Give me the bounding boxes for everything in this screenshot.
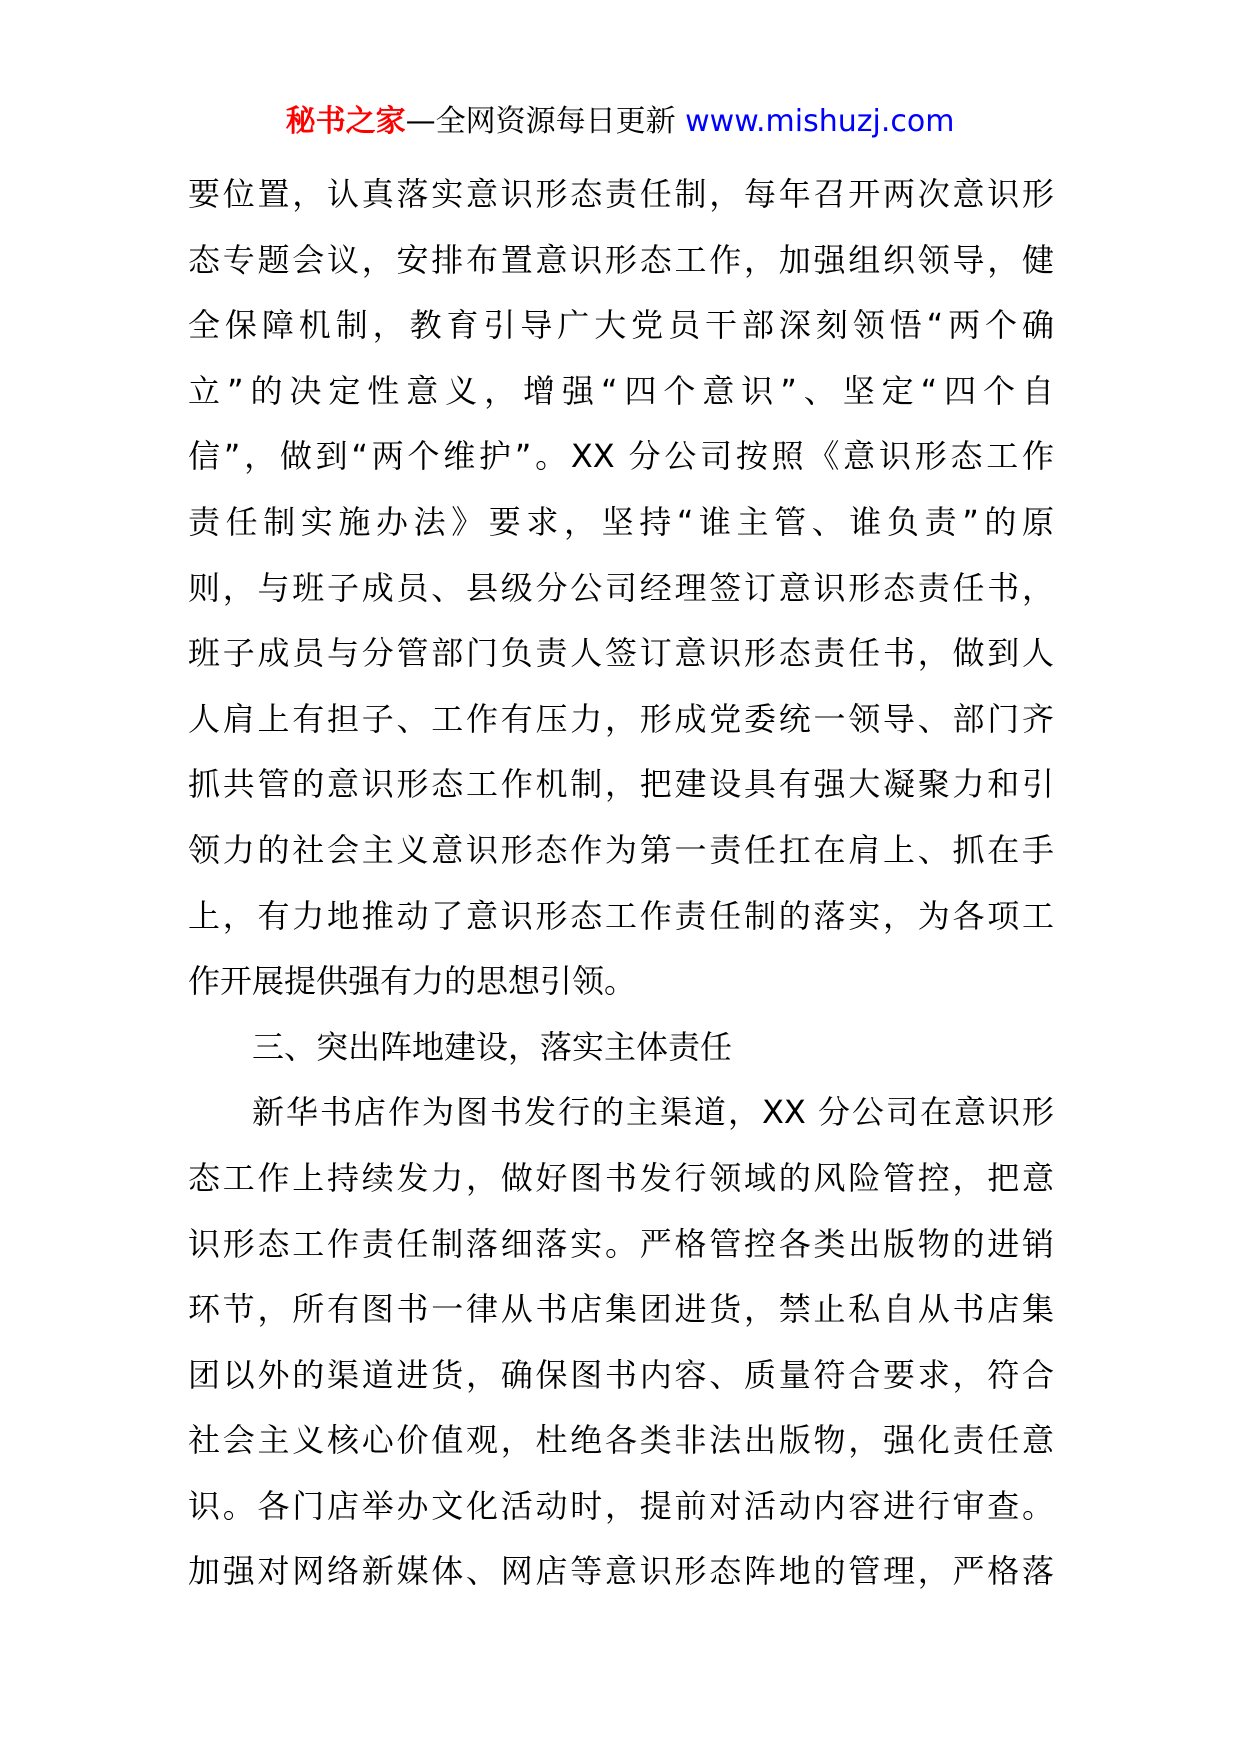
text-line: 环节，所有图书一律从书店集团进货，禁止私自从书店集 — [188, 1290, 1054, 1329]
text-line: 全保障机制，教育引导广大党员干部深刻领悟“两个确 — [188, 306, 1054, 345]
document-body — [188, 162, 1054, 1605]
page-header — [0, 100, 1240, 144]
text-line: 社会主义核心价值观，杜绝各类非法出版物，强化责任意 — [188, 1421, 1054, 1460]
text-line: 团以外的渠道进货，确保图书内容、质量符合要求，符合 — [188, 1355, 1054, 1394]
header-tagline: —全网资源每日更新 — [405, 104, 676, 139]
text-line: 班子成员与分管部门负责人签订意识形态责任书，做到人 — [188, 634, 1054, 673]
paragraph-first-line: 新华书店作为图书发行的主渠道，XX 分公司在意识形 — [252, 1093, 1054, 1132]
text-line: 立”的决定性意义，增强“四个意识”、坚定“四个自 — [188, 371, 1054, 410]
text-line: 要位置，认真落实意识形态责任制，每年召开两次意识形 — [188, 175, 1054, 213]
text-line: 态工作上持续发力，做好图书发行领域的风险管控，把意 — [188, 1158, 1054, 1197]
text-line: 信”，做到“两个维护”。XX 分公司按照《意识形态工作 — [188, 437, 1054, 476]
text-line: 态专题会议，安排布置意识形态工作，加强组织领导，健 — [188, 240, 1054, 279]
text-line: 上，有力地推动了意识形态工作责任制的落实，为各项工 — [188, 896, 1054, 935]
text-line: 加强对网络新媒体、网店等意识形态阵地的管理，严格落 — [188, 1552, 1054, 1591]
text-line: 识。各门店举办文化活动时，提前对活动内容进行审查。 — [188, 1486, 1054, 1525]
text-line: 识形态工作责任制落细落实。严格管控各类出版物的进销 — [188, 1224, 1054, 1263]
text-line: 抓共管的意识形态工作机制，把建设具有强大凝聚力和引 — [188, 765, 1054, 804]
text-line: 则，与班子成员、县级分公司经理签订意识形态责任书， — [188, 568, 1054, 607]
section-heading: 三、突出阵地建设，落实主体责任 — [252, 1027, 733, 1066]
text-line: 责任制实施办法》要求，坚持“谁主管、谁负责”的原 — [188, 502, 1054, 541]
text-line: 领力的社会主义意识形态作为第一责任扛在肩上、抓在手 — [188, 830, 1054, 869]
text-line: 人肩上有担子、工作有压力，形成党委统一领导、部门齐 — [188, 699, 1054, 738]
brand-name: 秘书之家 — [285, 104, 406, 139]
website-link[interactable]: www.mishuzj.com — [685, 104, 955, 139]
paragraph-end-line: 作开展提供强有力的思想引领。 — [188, 962, 637, 1001]
